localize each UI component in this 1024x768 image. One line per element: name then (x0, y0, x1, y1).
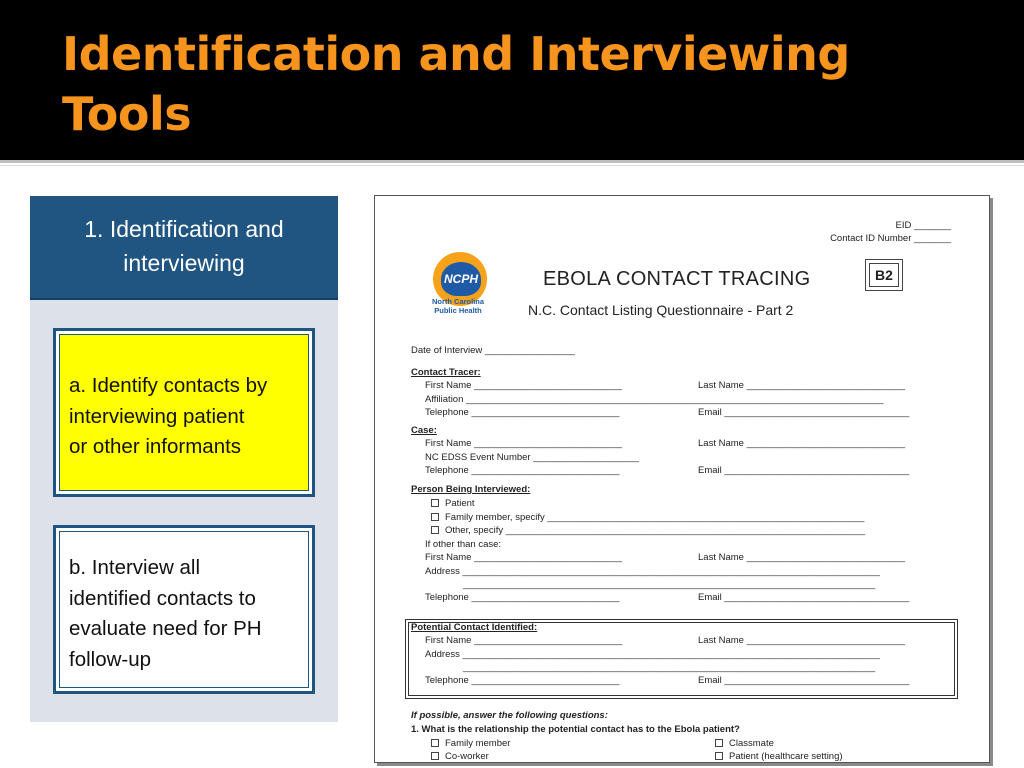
option-patient (431, 498, 475, 509)
step-b-card (53, 525, 315, 694)
checkbox-icon (431, 526, 439, 534)
logo-caption-line: Public Health (434, 306, 482, 315)
checkbox-icon (431, 499, 439, 507)
option-family-member (431, 512, 864, 523)
form-title: EBOLA CONTACT TRACING (543, 268, 811, 290)
question-1: 1. What is the relationship the potential contact has to the Ebola patient? (411, 724, 740, 735)
q1-option-family (431, 738, 510, 749)
option-label: Patient (healthcare setting) (729, 751, 843, 762)
contact-id-field: Contact ID Number _______ (830, 233, 951, 244)
step-a-line: a. Identify contacts by (69, 374, 268, 397)
option-label: Classmate (729, 738, 774, 749)
title-bar (0, 0, 1024, 160)
slide-title-line-1: Identification and Interviewing (62, 27, 850, 81)
person-last-name: Last Name ______________________________ (698, 552, 906, 563)
checkbox-icon (431, 513, 439, 521)
tracer-first-name: First Name ____________________________ (425, 380, 623, 391)
person-interviewed-heading: Person Being Interviewed: (411, 484, 531, 495)
form-badge (865, 259, 903, 291)
tracer-email: Email ___________________________________ (698, 407, 910, 418)
option-label: Other, specify ____________________________________________________________________ (445, 525, 865, 536)
contact-email: Email ___________________________________ (698, 675, 910, 686)
step-b-line: evaluate need for PH (69, 617, 262, 640)
case-telephone: Telephone ____________________________ (425, 465, 620, 476)
contact-last-name: Last Name ______________________________ (698, 635, 906, 646)
slide-title-line-2: Tools (62, 87, 192, 141)
tracer-telephone: Telephone ____________________________ (425, 407, 620, 418)
checkbox-icon (431, 752, 439, 760)
form-badge-label: B2 (869, 263, 899, 287)
title-divider-thin (0, 165, 1024, 166)
if-possible-heading: If possible, answer the following questions: (411, 710, 608, 721)
case-email: Email ___________________________________ (698, 465, 910, 476)
step-b-line: identified contacts to (69, 586, 256, 610)
contact-tracer-heading: Contact Tracer: (411, 367, 481, 378)
case-first-name: First Name ____________________________ (425, 438, 623, 449)
step-b-text (59, 531, 309, 688)
step-a-text (59, 334, 309, 491)
contact-address-line-2: ______________________________________________________________________________ (463, 662, 876, 673)
ncph-logo: NCPH (441, 262, 481, 296)
contact-telephone: Telephone ____________________________ (425, 675, 620, 686)
q1-option-coworker (431, 751, 489, 762)
ncph-logo-caption (425, 297, 491, 315)
contact-listing-form-image (374, 195, 990, 763)
option-other (431, 525, 865, 536)
step-a-line: interviewing patient (69, 404, 245, 428)
checkbox-icon (715, 752, 723, 760)
eid-field: EID _______ (895, 220, 951, 231)
date-of-interview: Date of Interview _________________ (411, 345, 575, 356)
tracer-affiliation: Affiliation _______________________________________________________________________________ (425, 394, 884, 405)
title-divider (0, 160, 1024, 163)
person-email: Email ___________________________________ (698, 592, 910, 603)
slide-title (62, 24, 962, 144)
steps-panel (30, 196, 338, 722)
if-other-label: If other than case: (425, 539, 502, 550)
step-b-line: follow-up (69, 647, 152, 671)
option-label: Family member (445, 738, 511, 749)
checkbox-icon (431, 739, 439, 747)
steps-heading-line-2: interviewing (123, 250, 245, 276)
step-a-line: or other informants (69, 435, 242, 458)
step-a-card (53, 328, 315, 497)
contact-first-name: First Name ____________________________ (425, 635, 623, 646)
steps-heading-line-1: 1. Identification and (84, 216, 284, 242)
person-address-line-2: ______________________________________________________________________________ (463, 579, 876, 590)
q1-option-classmate (715, 738, 774, 749)
steps-heading (30, 196, 338, 300)
step-b-line: b. Interview all (69, 556, 201, 579)
form-subtitle: N.C. Contact Listing Questionnaire - Part 2 (528, 302, 794, 318)
contact-address: Address _______________________________________________________________________________ (425, 649, 880, 660)
case-heading: Case: (411, 425, 437, 436)
person-first-name: First Name ____________________________ (425, 552, 623, 563)
logo-caption-line: North Carolina (431, 297, 485, 306)
potential-contact-heading: Potential Contact Identified: (411, 622, 538, 633)
checkbox-icon (715, 739, 723, 747)
case-last-name: Last Name ______________________________ (698, 438, 906, 449)
tracer-last-name: Last Name ______________________________ (698, 380, 906, 391)
option-label: Family member, specify ____________________________________________________________ (445, 512, 865, 523)
option-label: Patient (445, 498, 475, 509)
case-edss-number: NC EDSS Event Number ____________________ (425, 452, 639, 463)
person-telephone: Telephone ____________________________ (425, 592, 620, 603)
q1-option-patient (715, 751, 843, 762)
person-address: Address _______________________________________________________________________________ (425, 566, 880, 577)
option-label: Co-worker (445, 751, 489, 762)
